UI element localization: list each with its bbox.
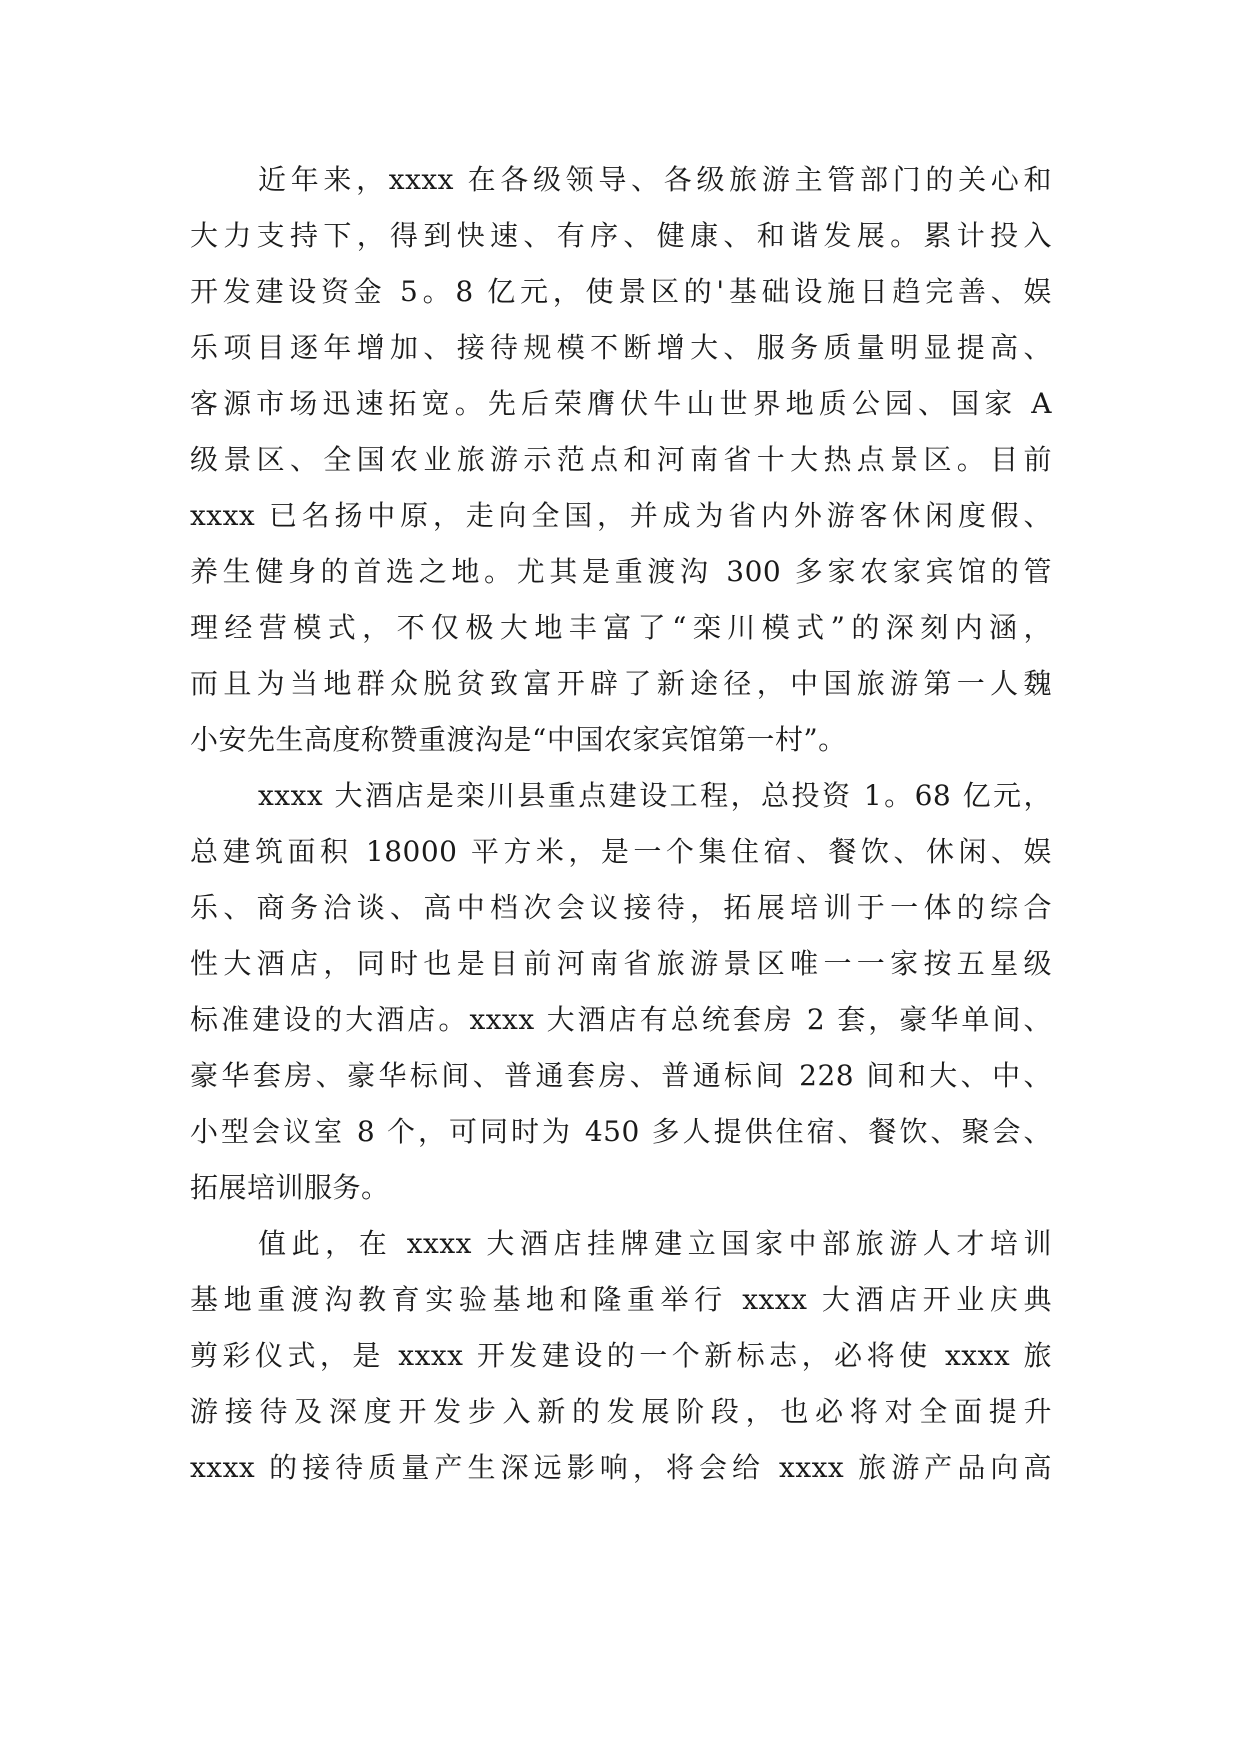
paragraph-1-line-8: 养生健身的首选之地。尤其是重渡沟 300 多家农家宾馆的管 <box>190 555 1052 588</box>
paragraph-1-line-2: 大力支持下，得到快速、有序、健康、和谐发展。累计投入 <box>190 219 1052 252</box>
paragraph-2-line-2: 总建筑面积 18000 平方米，是一个集住宿、餐饮、休闲、娱 <box>190 835 1052 868</box>
paragraph-3-line-5: xxxx 的接待质量产生深远影响，将会给 xxxx 旅游产品向高 <box>190 1451 1052 1484</box>
paragraph-1-line-3: 开发建设资金 5。8 亿元，使景区的'基础设施日趋完善、娱 <box>190 275 1052 308</box>
paragraph-1-line-9: 理经营模式，不仅极大地丰富了“栾川模式”的深刻内涵， <box>190 611 1052 644</box>
paragraph-1-line-4: 乐项目逐年增加、接待规模不断增大、服务质量明显提高、 <box>190 331 1052 364</box>
paragraph-1-line-7: xxxx 已名扬中原，走向全国，并成为省内外游客休闲度假、 <box>190 499 1052 532</box>
document-body <box>190 152 1052 1496</box>
paragraph-1-line-11: 小安先生高度称赞重渡沟是“中国农家宾馆第一村”。 <box>190 723 847 756</box>
paragraph-2-line-3: 乐、商务洽谈、高中档次会议接待，拓展培训于一体的综合 <box>190 891 1052 924</box>
paragraph-3-line-3: 剪彩仪式，是 xxxx 开发建设的一个新标志，必将使 xxxx 旅 <box>190 1339 1052 1372</box>
paragraph-1-line-5: 客源市场迅速拓宽。先后荣膺伏牛山世界地质公园、国家 A <box>190 387 1052 420</box>
paragraph-1-line-1: 近年来，xxxx 在各级领导、各级旅游主管部门的关心和 <box>258 163 1052 196</box>
paragraph-2-line-5: 标准建设的大酒店。xxxx 大酒店有总统套房 2 套，豪华单间、 <box>190 1003 1052 1036</box>
paragraph-1-line-10: 而且为当地群众脱贫致富开辟了新途径，中国旅游第一人魏 <box>190 667 1052 700</box>
paragraph-2-line-7: 小型会议室 8 个，可同时为 450 多人提供住宿、餐饮、聚会、 <box>190 1115 1052 1148</box>
paragraph-2-line-1: xxxx 大酒店是栾川县重点建设工程，总投资 1。68 亿元， <box>258 779 1052 812</box>
paragraph-2-line-8: 拓展培训服务。 <box>190 1171 390 1204</box>
paragraph-2-line-6: 豪华套房、豪华标间、普通套房、普通标间 228 间和大、中、 <box>190 1059 1052 1092</box>
paragraph-3-line-4: 游接待及深度开发步入新的发展阶段，也必将对全面提升 <box>190 1395 1052 1428</box>
paragraph-3-line-1: 值此，在 xxxx 大酒店挂牌建立国家中部旅游人才培训 <box>258 1227 1052 1260</box>
paragraph-3-line-2: 基地重渡沟教育实验基地和隆重举行 xxxx 大酒店开业庆典 <box>190 1283 1052 1316</box>
paragraph-2-line-4: 性大酒店，同时也是目前河南省旅游景区唯一一家按五星级 <box>190 947 1052 980</box>
paragraph-1-line-6: 级景区、全国农业旅游示范点和河南省十大热点景区。目前 <box>190 443 1052 476</box>
